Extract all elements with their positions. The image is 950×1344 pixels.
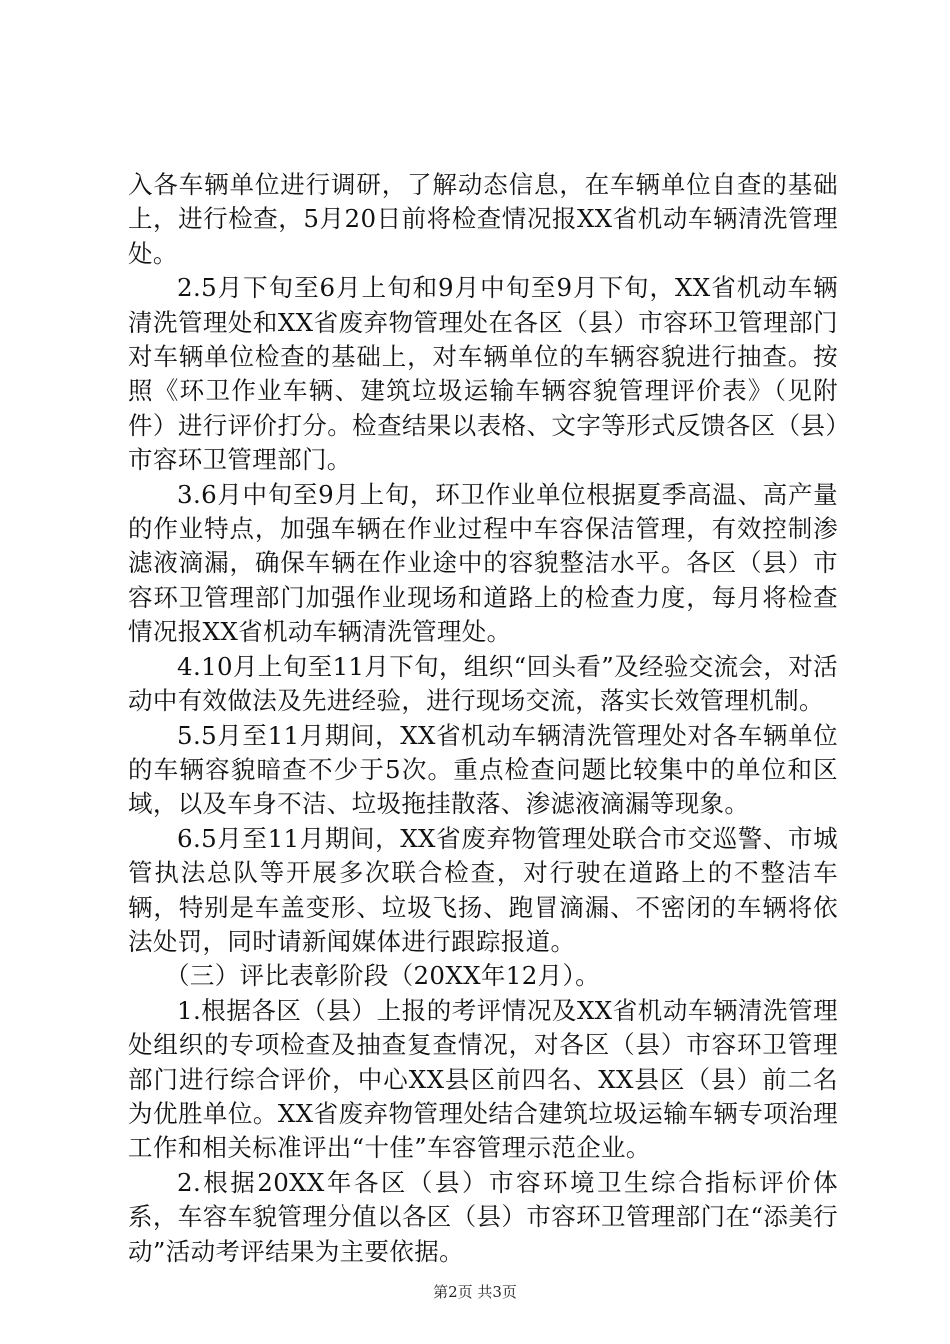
paragraph-item-3: 3.6月中旬至9月上旬，环卫作业单位根据夏季高温、高产量的作业特点，加强车辆在作业过程中车容保洁管理，有效控制渗滤液滴漏，确保车辆在作业途中的容貌整洁水平。各区（县）市容环卫管理部门加强作业现场和道路上的检查力度，每月将检查情况报XX省机动车辆清洗管理处。 (128, 479, 838, 647)
paragraph-award-1: 1.根据各区（县）上报的考评情况及XX省机动车辆清洗管理处组织的专项检查及抽查复查情况，对各区（县）市容环卫管理部门进行综合评价，中心XX县区前四名、XX县区（县）前二名为优胜单位。XX省废弃物管理处结合建筑垃圾运输车辆专项治理工作和相关标准评出“十佳”车容管理示范企业。 (128, 995, 838, 1163)
paragraph-item-2: 2.5月下旬至6月上旬和9月中旬至9月下旬，XX省机动车辆清洗管理处和XX省废弃物管理处在各区（县）市容环卫管理部门对车辆单位检查的基础上，对车辆单位的车辆容貌进行抽查。按照《环卫作业车辆、建筑垃圾运输车辆容貌管理评价表》（见附件）进行评价打分。检查结果以表格、文字等形式反馈各区（县）市容环卫管理部门。 (128, 273, 838, 475)
paragraph-award-2: 2.根据20XX年各区（县）市容环境卫生综合指标评价体系，车容车貌管理分值以各区（县）市容环卫管理部门在“添美行动”活动考评结果为主要依据。 (128, 1167, 838, 1266)
paragraph-continuation: 入各车辆单位进行调研，了解动态信息，在车辆单位自查的基础上，进行检查，5月20日前将检查情况报XX省机动车辆清洗管理处。 (128, 170, 838, 268)
paragraph-item-5: 5.5月至11月期间，XX省机动车辆清洗管理处对各车辆单位的车辆容貌暗查不少于5次。重点检查问题比较集中的单位和区域，以及车身不洁、垃圾拖挂散落、渗滤液滴漏等现象。 (128, 720, 838, 819)
paragraph-item-6: 6.5月至11月期间，XX省废弃物管理处联合市交巡警、市城管执法总队等开展多次联合检查，对行驶在道路上的不整洁车辆，特别是车盖变形、垃圾飞扬、跑冒滴漏、不密闭的车辆将依法处罚，同时请新闻媒体进行跟踪报道。 (128, 823, 838, 956)
document-body (128, 168, 838, 1269)
page-footer (0, 1282, 950, 1302)
paragraph-item-4: 4.10月上旬至11月下旬，组织“回头看”及经验交流会，对活动中有效做法及先进经验，进行现场交流，落实长效管理机制。 (128, 651, 838, 716)
section-heading-stage-3: （三）评比表彰阶段（20XX年12月）。 (165, 961, 600, 991)
page-number-label: 第2页 共3页 (433, 1283, 517, 1301)
